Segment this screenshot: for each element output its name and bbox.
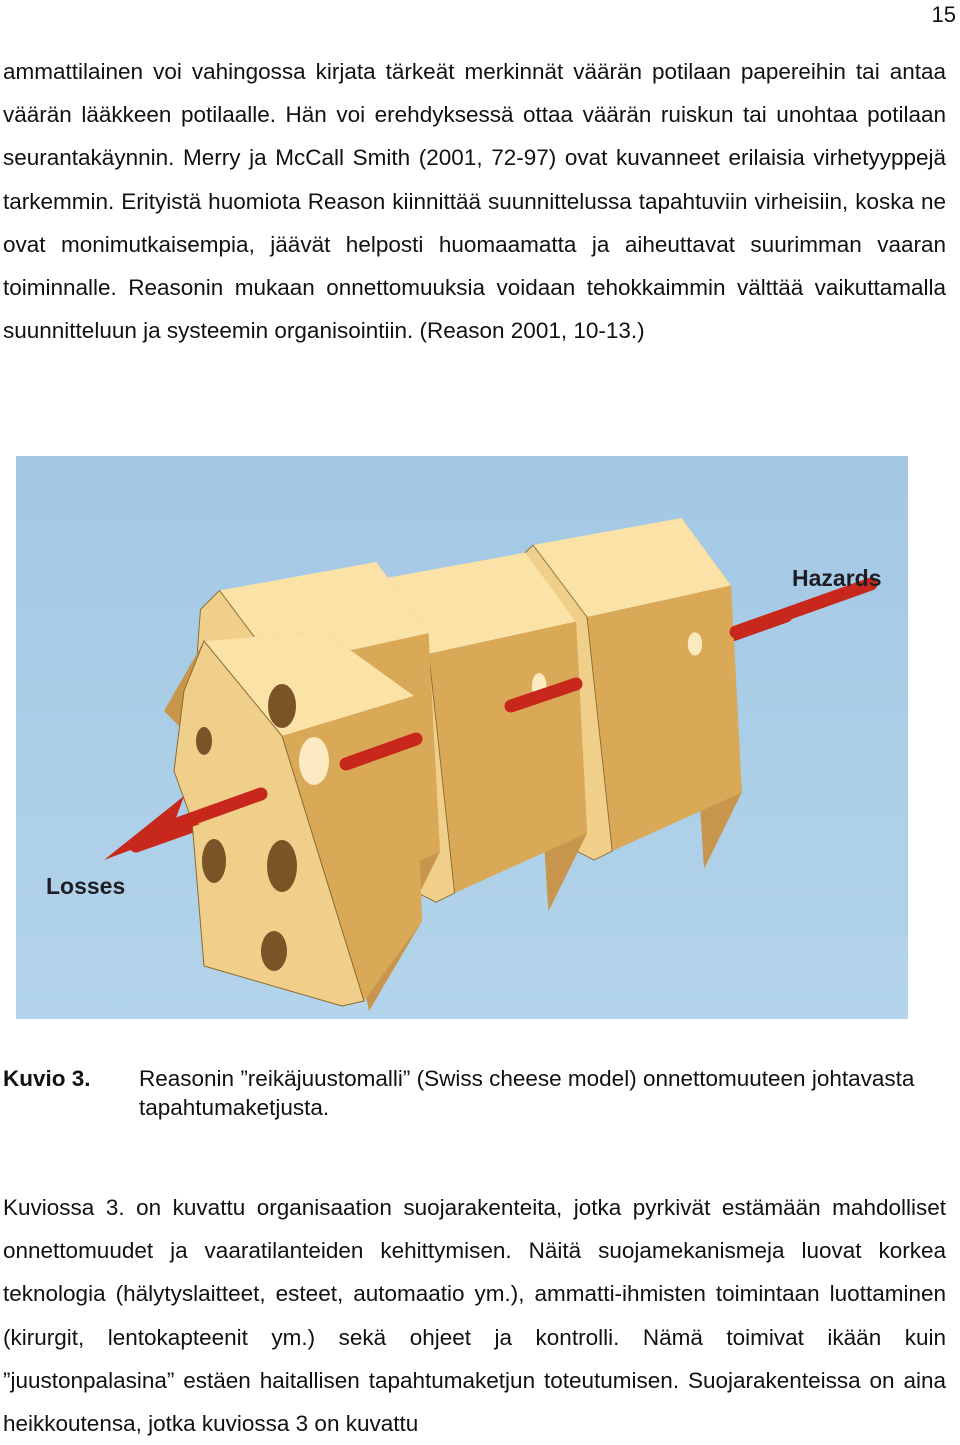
body-paragraph-1: ammattilainen voi vahingossa kirjata tärkeät merkinnät väärän potilaan papereihin tai antaa väärän lääkkeen potilaalle. Hän voi erehdyksessä ottaa väärän ruiskun tai unohtaa potilaan seurantakäynnin. Merry ja McCall Smith (2001, 72-97) ovat kuvanneet erilaisia virhetyyppejä tarkemmin. Erityistä huomiota Reason kiinnittää suunnittelussa tapahtuviin virheisiin, koska ne ovat monimutkaisempia, jäävät helposti huomaamatta ja aiheuttavat suurimman vaaran toiminnalle. Reasonin mukaan onnettomuuksia voidaan tehokkaimmin välttää vaikuttamalla suunnitteluun ja systeemin organisointiin. (Reason 2001, 10-13.): [3, 59, 946, 344]
hazards-label: Hazards: [792, 565, 882, 591]
losses-label: Losses: [46, 873, 126, 899]
caption-text: Reasonin ”reikäjuustomalli” (Swiss cheese model) onnettomuuteen johtavasta tapahtumaketjusta.: [139, 1066, 915, 1120]
body-paragraph-2: Kuviossa 3. on kuvattu organisaation suojarakenteita, jotka pyrkivät estämään mahdolliset onnettomuudet ja vaaratilanteiden kehittymisen. Näitä suojamekanismeja luovat korkea teknologia (hälytyslaitteet, esteet, automaatio ym.), ammatti-ihmisten toimintaan luottaminen (kirurgit, lentokapteenit ym.) sekä ohjeet ja kontrolli. Nämä toimivat ikään kuin ”juustonpalasina” estäen haitallisen tapahtumaketjun toteutumisen. Suojarakenteissa on aina heikkoutensa, jotka kuviossa 3 on kuvattu: [3, 1195, 946, 1437]
swiss-cheese-figure: [16, 456, 908, 1019]
page-number: 15: [931, 2, 956, 27]
caption-label: Kuvio 3.: [3, 1066, 91, 1091]
